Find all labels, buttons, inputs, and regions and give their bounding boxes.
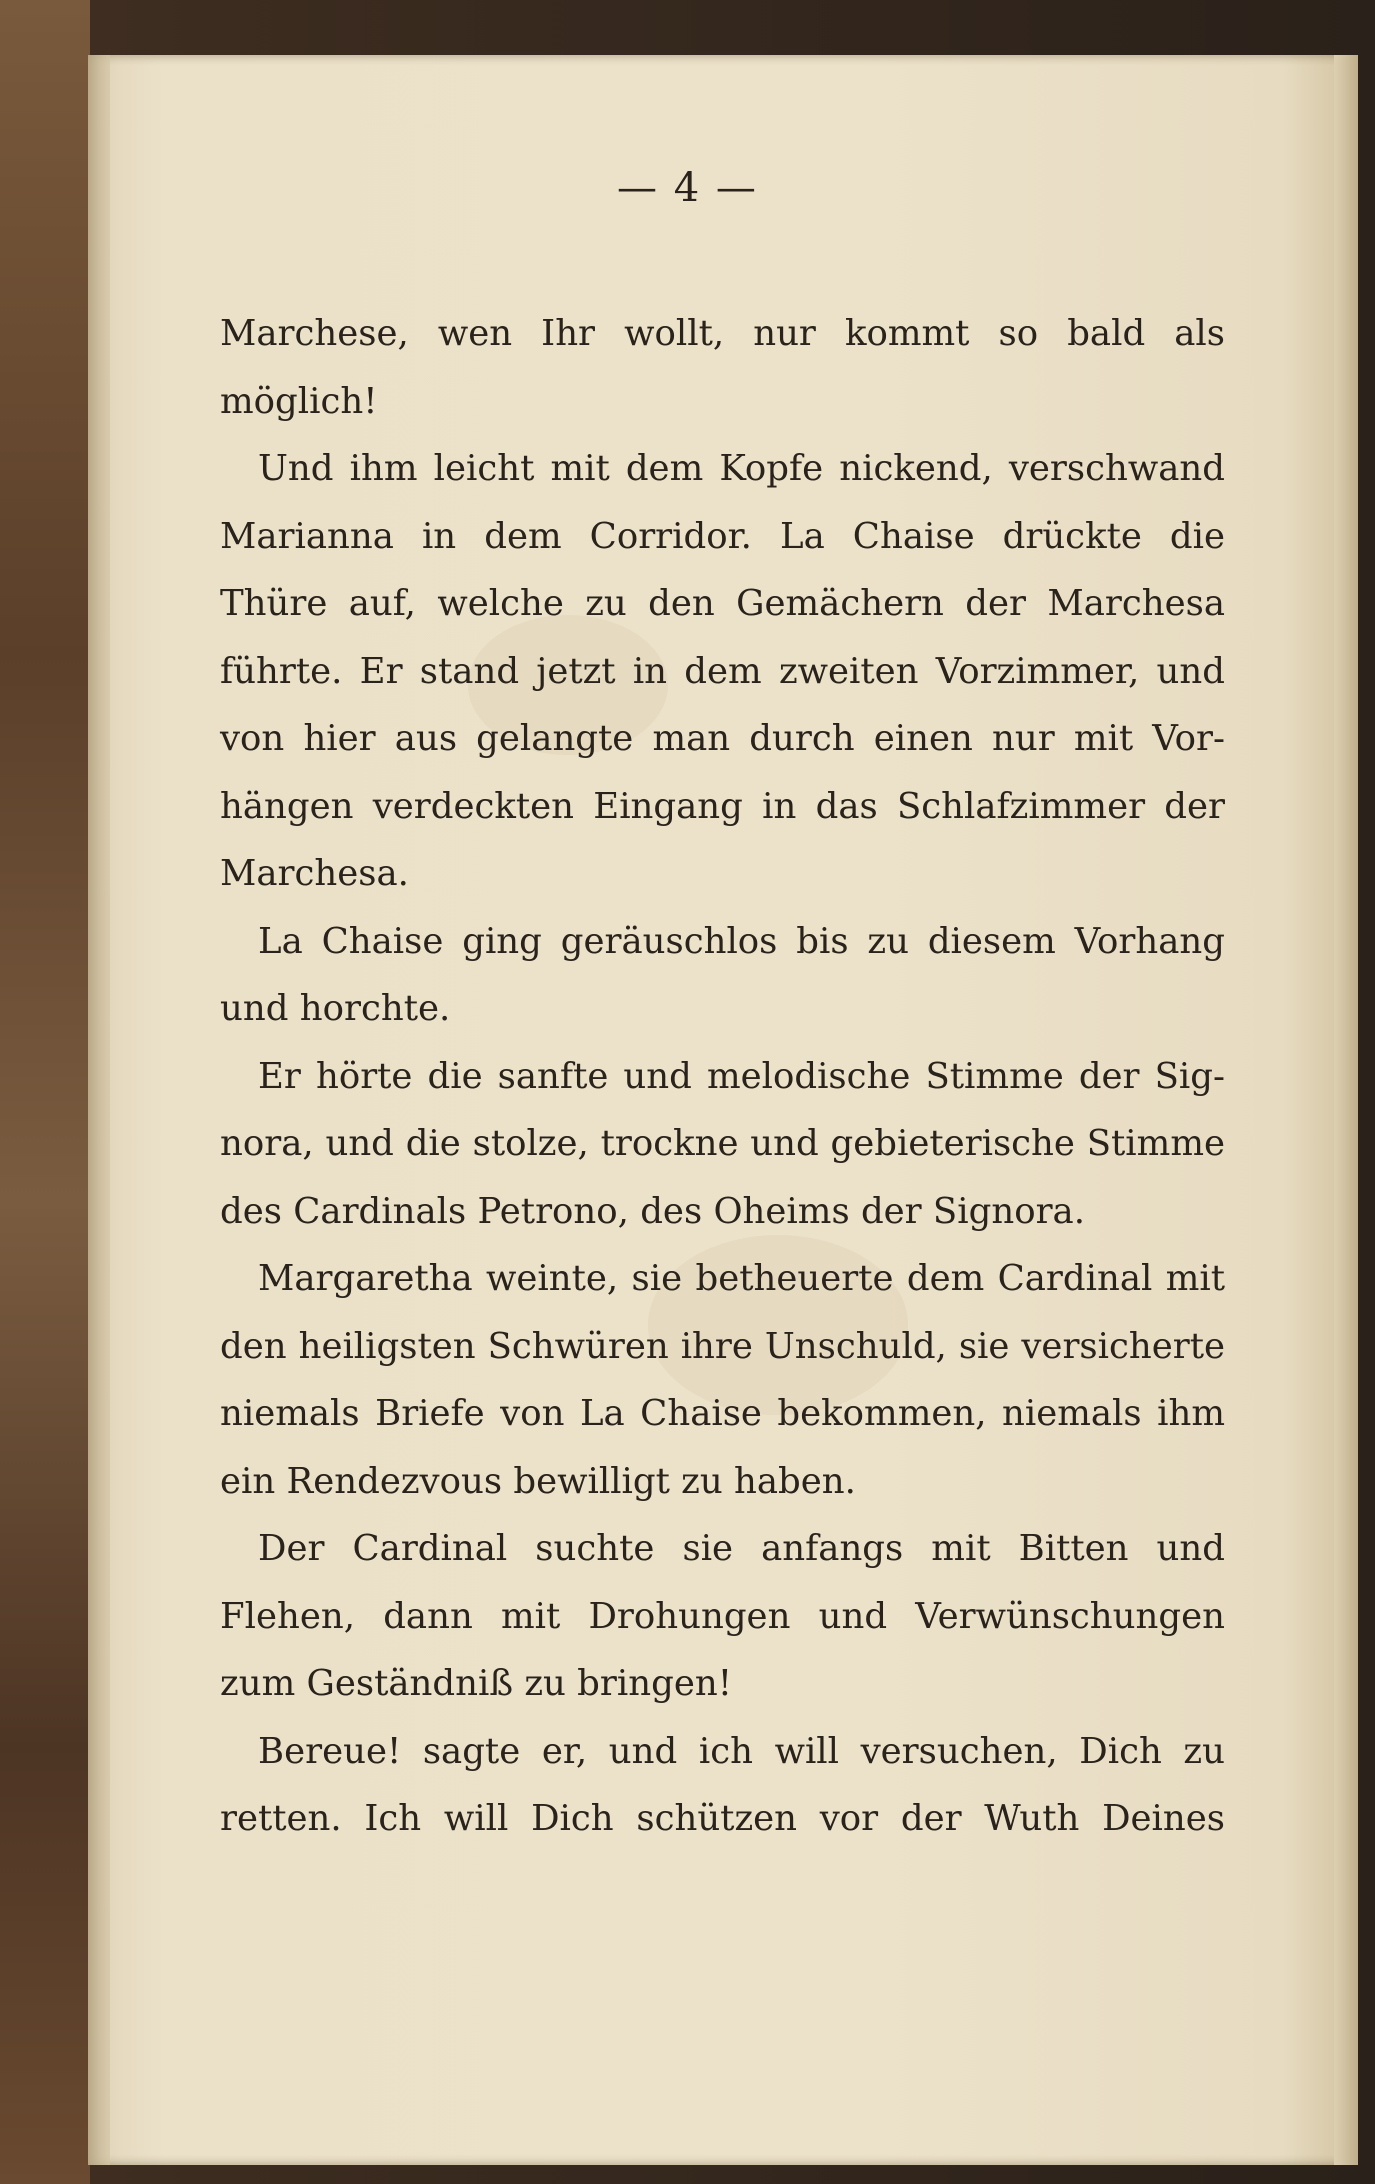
text-line: und horchte. bbox=[220, 988, 451, 1029]
text-line: den heiligsten Schwüren ihre Unschuld, sie versicherte bbox=[220, 1325, 1225, 1367]
text-line: Thüre auf, welche zu den Gemächern der Marchesa bbox=[220, 583, 1225, 624]
text-line: Bereue! sagte er, und ich will versuchen, Dich zu bbox=[258, 1730, 1225, 1772]
text-line: Margaretha weinte, sie betheuerte dem Cardinal mit bbox=[258, 1258, 1225, 1299]
text-line: zum Geständniß zu bringen! bbox=[220, 1663, 732, 1704]
text-line: Er hörte die sanfte und melodische Stimme der Sig- bbox=[258, 1055, 1225, 1097]
text-line: des Cardinals Petrono, des Oheims der Signora. bbox=[220, 1190, 1085, 1232]
text-line: La Chaise ging geräuschlos bis zu diesem Vorhang bbox=[258, 920, 1225, 962]
text-line: ein Rendezvous bewilligt zu haben. bbox=[220, 1460, 856, 1502]
book-cover-edge bbox=[0, 0, 90, 2184]
text-line: niemals Briefe von La Chaise bekommen, niemals ihm bbox=[220, 1393, 1225, 1434]
text-line: von hier aus gelangte man durch einen nur mit Vor- bbox=[220, 718, 1225, 759]
text-line: Marchese, wen Ihr wollt, nur kommt so bald als bbox=[220, 313, 1225, 354]
body-text bbox=[220, 300, 1225, 1853]
text-line: Flehen, dann mit Drohungen und Verwünschungen bbox=[220, 1595, 1225, 1637]
text-line: möglich! bbox=[220, 380, 378, 422]
text-line: retten. Ich will Dich schützen vor der Wuth Deines bbox=[220, 1798, 1225, 1839]
text-line: führte. Er stand jetzt in dem zweiten Vorzimmer, und bbox=[220, 650, 1225, 692]
text-line: Marianna in dem Corridor. La Chaise drückte die bbox=[220, 515, 1225, 557]
page-number: — 4 — bbox=[617, 165, 758, 211]
text-line: Marchesa. bbox=[220, 853, 409, 894]
text-line: nora, und die stolze, trockne und gebieterische Stimme bbox=[220, 1123, 1225, 1164]
text-line: Und ihm leicht mit dem Kopfe nickend, verschwand bbox=[258, 448, 1225, 489]
text-line: Der Cardinal suchte sie anfangs mit Bitten und bbox=[258, 1528, 1225, 1569]
text-line: hängen verdeckten Eingang in das Schlafzimmer der bbox=[220, 785, 1225, 827]
page-gutter bbox=[88, 55, 110, 2165]
page-fore-edge bbox=[1334, 55, 1358, 2165]
